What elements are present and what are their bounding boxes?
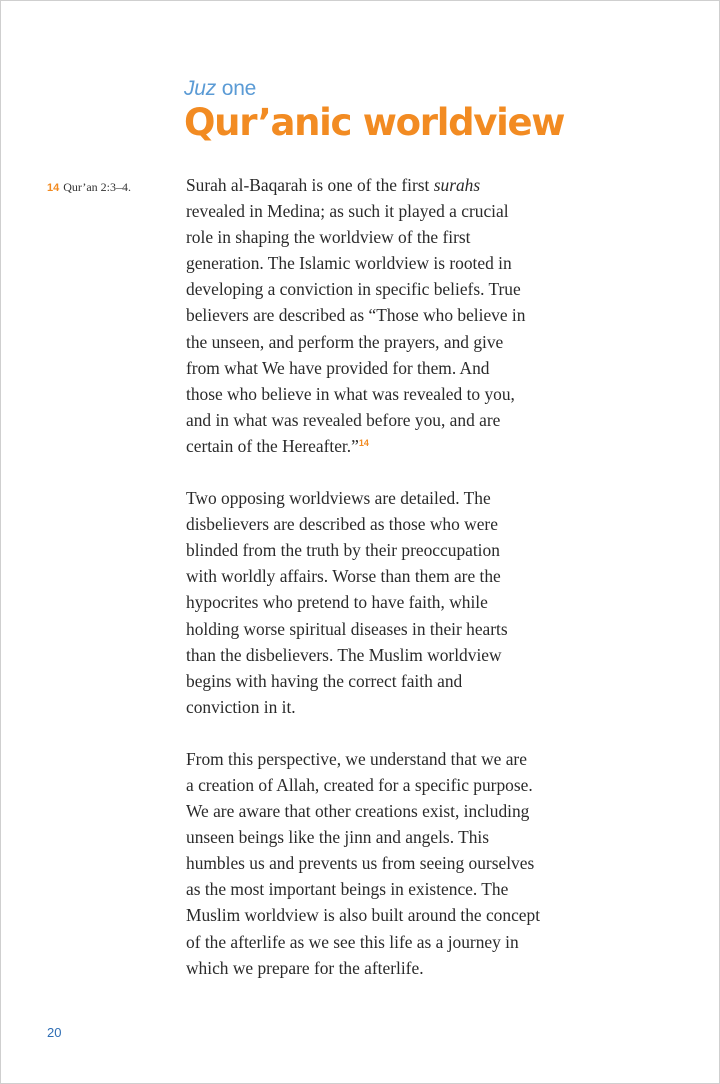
text-line: humbles us and prevents us from seeing ourselves bbox=[186, 853, 535, 874]
text-line: with worldly affairs. Worse than them are the bbox=[186, 566, 501, 587]
text-line: holding worse spiritual diseases in their hearts bbox=[186, 618, 508, 639]
footnote-text: Qur’an 2:3–4. bbox=[63, 180, 132, 194]
footnote-number: 14 bbox=[47, 182, 60, 194]
text-line: those who believe in what was revealed to you, bbox=[186, 383, 515, 404]
text-line: We are aware that other creations exist, including bbox=[186, 801, 530, 822]
chapter-kicker bbox=[184, 77, 704, 101]
text-line: Muslim worldview is also built around the concept bbox=[186, 905, 541, 926]
text-line: unseen beings like the jinn and angels. This bbox=[186, 827, 489, 848]
text-line: developing a conviction in specific beliefs. True bbox=[186, 279, 521, 300]
text-line: the unseen, and perform the prayers, and give bbox=[186, 331, 504, 352]
text-line: begins with having the correct faith and bbox=[186, 670, 463, 691]
chapter-header bbox=[184, 77, 704, 145]
page-title: Qur’anic worldview bbox=[184, 101, 565, 144]
paragraph-1 bbox=[186, 172, 586, 459]
text-line: blinded from the truth by their preoccupation bbox=[186, 540, 500, 561]
body-text bbox=[186, 172, 586, 1007]
text-line: which we prepare for the afterlife. bbox=[186, 957, 424, 978]
italic-term: surahs bbox=[433, 175, 481, 195]
paragraph-2 bbox=[186, 485, 586, 720]
text-line: than the disbelievers. The Muslim worldview bbox=[186, 644, 502, 665]
text-line: from what We have provided for them. And bbox=[186, 357, 490, 378]
footnote-ref: 14 bbox=[358, 437, 369, 448]
text-line: a creation of Allah, created for a specific purpose. bbox=[186, 774, 533, 795]
text-span: certain of the Hereafter.” bbox=[186, 435, 359, 456]
text-line: From this perspective, we understand that we are bbox=[186, 748, 527, 769]
text-line: as the most important beings in existence. The bbox=[186, 879, 509, 900]
kicker-number: one bbox=[216, 77, 257, 100]
paragraph-3 bbox=[186, 746, 586, 981]
text-line: role in shaping the worldview of the first bbox=[186, 227, 471, 248]
text-line: revealed in Medina; as such it played a crucial bbox=[186, 201, 509, 222]
text-line bbox=[186, 172, 586, 198]
text-line: disbelievers are described as those who were bbox=[186, 514, 498, 535]
text-line: hypocrites who pretend to have faith, while bbox=[186, 592, 488, 613]
text-line: believers are described as “Those who believe in bbox=[186, 305, 526, 326]
kicker-juz: Juz bbox=[184, 77, 217, 100]
footnote-sidenote bbox=[47, 179, 177, 196]
text-line bbox=[186, 433, 586, 459]
text-line: Two opposing worldviews are detailed. The bbox=[186, 488, 491, 509]
text-line: and in what was revealed before you, and are bbox=[186, 409, 501, 430]
text-line: generation. The Islamic worldview is rooted in bbox=[186, 253, 512, 274]
text-span: Surah al-Baqarah is one of the first bbox=[186, 175, 434, 195]
text-line: conviction in it. bbox=[186, 696, 296, 717]
page-number: 20 bbox=[47, 1025, 62, 1040]
text-line: of the afterlife as we see this life as a journey in bbox=[186, 931, 519, 952]
